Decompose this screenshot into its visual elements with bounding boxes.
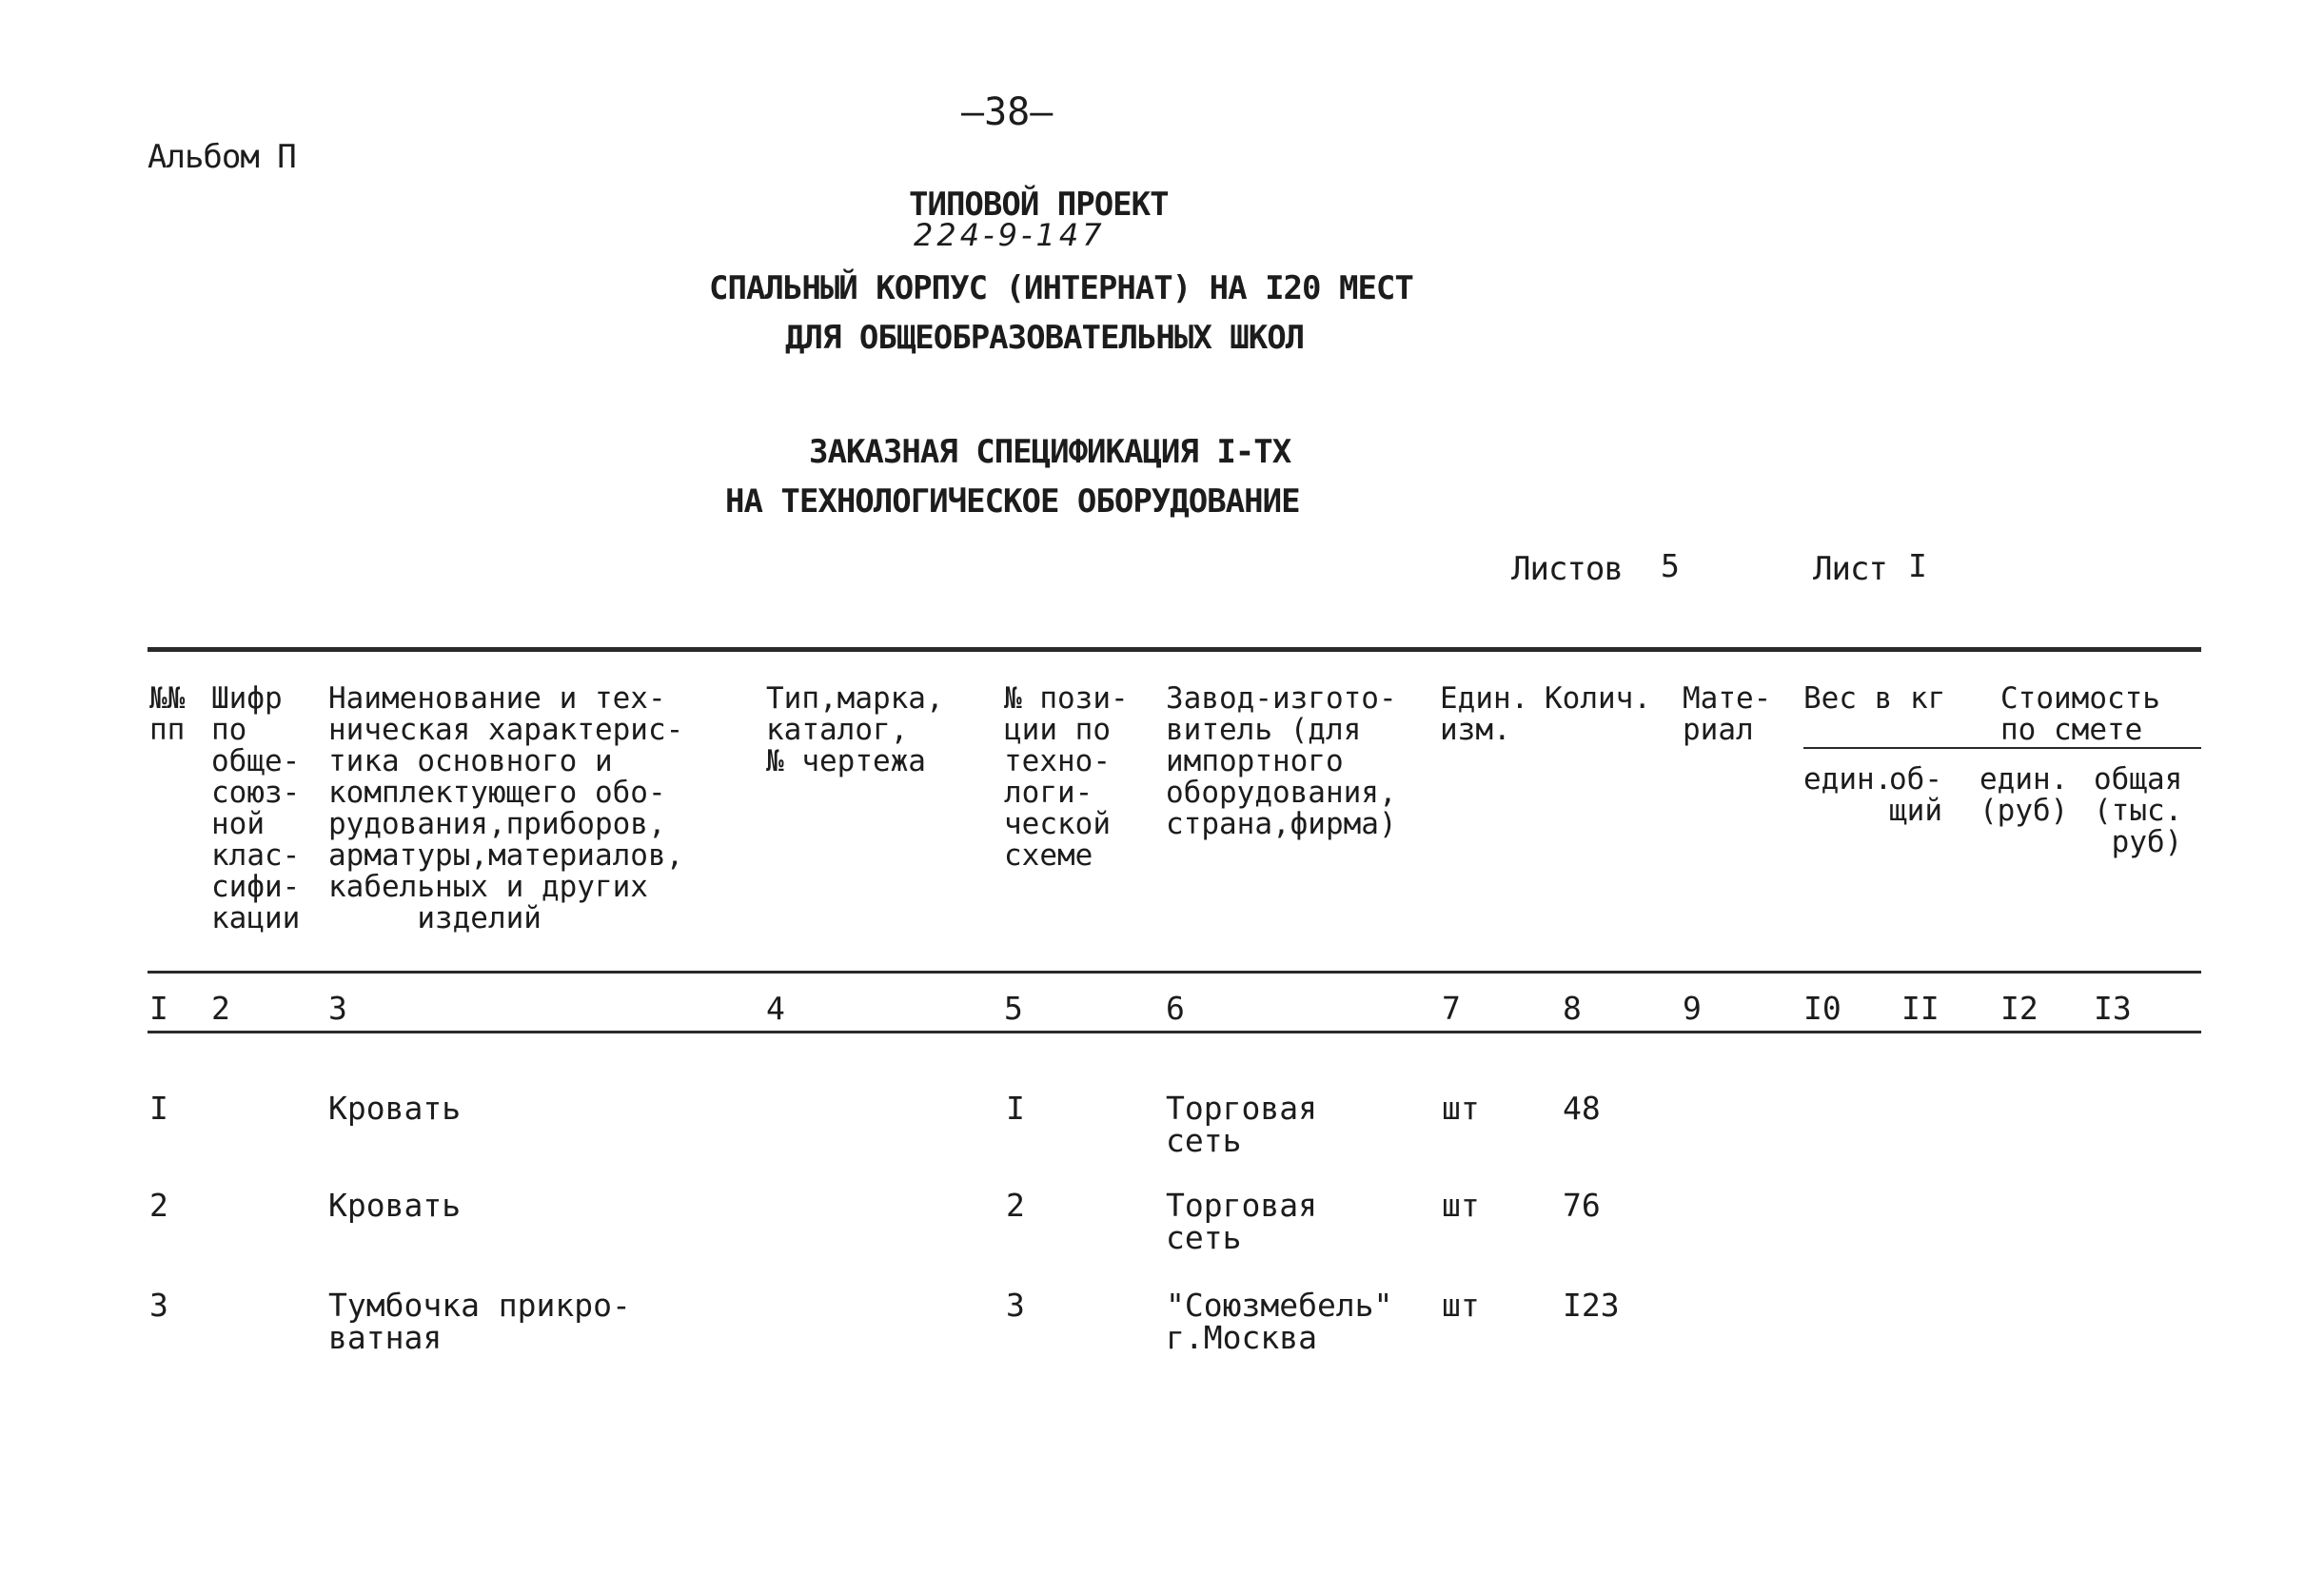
header-col8: Колич.: [1545, 681, 1651, 716]
colnum-11: II: [1901, 990, 1940, 1027]
sheets-total-label: Листов: [1511, 550, 1623, 588]
album-label: Альбом П: [148, 138, 296, 176]
colnum-7: 7: [1442, 990, 1461, 1027]
colnum-1: I: [149, 990, 168, 1027]
row-quantity: 76: [1563, 1187, 1601, 1224]
row-quantity: I23: [1563, 1287, 1620, 1324]
row-maker: Торговая сеть: [1166, 1187, 1317, 1256]
row-unit: шт: [1442, 1287, 1480, 1324]
project-label: ТИПОВОЙ ПРОЕКТ: [909, 186, 1169, 224]
header-col2: Шифр по обще- союз- ной клас- сифи- кации: [211, 681, 301, 935]
table-top-rule: [148, 647, 2201, 652]
row-maker: Торговая сеть: [1166, 1090, 1317, 1159]
header-col1: №№ пп: [149, 681, 186, 747]
colnum-6: 6: [1166, 990, 1185, 1027]
header-col9: Мате- риал: [1683, 681, 1772, 747]
row-name: Кровать: [328, 1187, 462, 1224]
colnum-5: 5: [1004, 990, 1023, 1027]
colnum-bottom-rule: [148, 1031, 2201, 1033]
weight-cost-subrule: [1803, 747, 2201, 749]
colnum-3: 3: [328, 990, 347, 1027]
header-bottom-rule: [148, 971, 2201, 974]
header-col6: Завод-изгото- витель (для импортного оборудования, страна,фирма): [1166, 681, 1397, 841]
row-number: 2: [149, 1187, 168, 1224]
header-weight: Вес в кг: [1803, 681, 1946, 716]
row-position: 3: [1006, 1287, 1025, 1324]
header-col10: един.: [1803, 762, 1893, 797]
header-col7: Един. изм.: [1440, 681, 1529, 747]
row-maker: "Союзмебель" г.Москва: [1166, 1287, 1393, 1356]
sheet-value: I: [1908, 547, 1927, 584]
spec-title-line1: ЗАКАЗНАЯ СПЕЦИФИКАЦИЯ I-ТХ: [809, 433, 1291, 471]
spec-title-line2: НА ТЕХНОЛОГИЧЕСКОЕ ОБОРУДОВАНИЕ: [725, 482, 1300, 521]
sheet-label: Лист: [1813, 550, 1887, 588]
header-col12: един. (руб): [1979, 762, 2069, 828]
project-number: 224-9-147: [914, 217, 1106, 253]
row-unit: шт: [1442, 1090, 1480, 1127]
page-number: –38–: [961, 90, 1054, 134]
colnum-9: 9: [1683, 990, 1702, 1027]
header-col3: Наименование и тех- ническая характерис- тика основного и комплектующего обо- рудования,приборов, арматуры,материалов, кабельных и других изделий: [328, 681, 684, 935]
row-name: Тумбочка прикро- ватная: [328, 1287, 631, 1356]
colnum-10: I0: [1803, 990, 1841, 1027]
colnum-8: 8: [1563, 990, 1582, 1027]
colnum-4: 4: [766, 990, 785, 1027]
header-col11: об- щий: [1889, 762, 1942, 828]
row-unit: шт: [1442, 1187, 1480, 1224]
row-position: 2: [1006, 1187, 1025, 1224]
header-col4: Тип,марка, каталог, № чертежа: [766, 681, 944, 778]
colnum-13: I3: [2094, 990, 2132, 1027]
row-quantity: 48: [1563, 1090, 1601, 1127]
header-col5: № пози- ции по техно- логи- ческой схеме: [1004, 681, 1129, 873]
header-col13: общая (тыс. руб): [2094, 762, 2183, 859]
row-number: 3: [149, 1287, 168, 1324]
sheets-total-value: 5: [1661, 547, 1680, 584]
colnum-12: I2: [2000, 990, 2038, 1027]
project-title-line2: ДЛЯ ОБЩЕОБРАЗОВАТЕЛЬНЫХ ШКОЛ: [785, 319, 1305, 357]
row-number: I: [149, 1090, 168, 1127]
row-position: I: [1006, 1090, 1025, 1127]
header-cost: Стоимость по смете: [2000, 681, 2160, 747]
colnum-2: 2: [211, 990, 230, 1027]
project-title-line1: СПАЛЬНЫЙ КОРПУС (ИНТЕРНАТ) НА I20 МЕСТ: [709, 269, 1413, 307]
row-name: Кровать: [328, 1090, 462, 1127]
